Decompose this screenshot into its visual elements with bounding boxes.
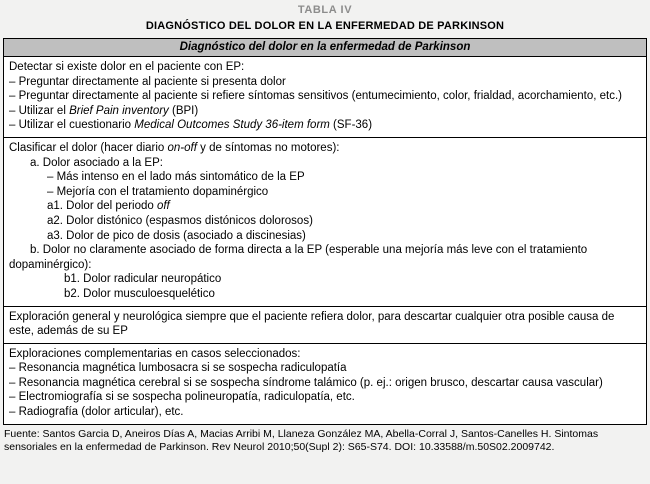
- source-citation: Fuente: Santos Garcia D, Aneiros Días A, Macias Arribi M, Llaneza González MA, Abella-Corral J, Santos-Canelles H. Sintomas sensoriales en la enfermedad de Parkinson. Rev Neurol 2010;50(Supl 2): S65-S74. DOI: 10.33588/m.50S02.2009742.: [4, 427, 599, 453]
- row-text: a2. Dolor distónico (espasmos distónicos dolorosos): [47, 214, 313, 227]
- row-text: (SF-36): [329, 119, 373, 132]
- row-text: a. Dolor asociado a la EP:: [30, 156, 163, 169]
- table-row: [9, 118, 641, 133]
- table-row: [9, 156, 641, 171]
- row-text: Exploración general y neurológica siempre que el paciente refiera dolor, para descartar cualquier otra posible causa de este, además de su EP: [9, 310, 615, 338]
- table-body: [4, 57, 646, 424]
- row-text: b2. Dolor musculoesquelético: [64, 287, 215, 300]
- table-row: [9, 405, 641, 420]
- table-row: [9, 229, 641, 244]
- table-row: [9, 170, 641, 185]
- italic-term: off: [156, 200, 170, 213]
- table-row: [9, 361, 641, 376]
- table-row: [9, 214, 641, 229]
- row-text: a1. Dolor del periodo: [47, 200, 157, 213]
- table-row: [9, 287, 641, 302]
- row-text: – Resonancia magnética lumbosacra si se sospecha radiculopatía: [9, 362, 347, 375]
- table-row: [9, 75, 641, 90]
- table-row: [9, 347, 641, 362]
- row-text: – Utilizar el: [9, 104, 70, 117]
- table-row: [9, 185, 641, 200]
- table-row: [9, 390, 641, 405]
- row-text: – Mejoría con el tratamiento dopaminérgico: [47, 185, 269, 198]
- italic-term: Brief Pain inventory: [69, 104, 169, 117]
- row-text: – Preguntar directamente al paciente si refiere síntomas sensitivos (entumecimiento, color, frialdad, acorchamiento, etc.): [9, 90, 622, 103]
- diagnosis-table: [3, 38, 647, 425]
- table-row: [9, 89, 641, 104]
- row-text: a3. Dolor de pico de dosis (asociado a discinesias): [47, 229, 306, 242]
- table-section: [4, 344, 646, 424]
- row-text: – Más intenso en el lado más sintomático de la EP: [47, 171, 305, 184]
- table-header: Diagnóstico del dolor en la enfermedad de Parkinson: [4, 39, 646, 57]
- row-text: – Utilizar el cuestionario: [9, 119, 135, 132]
- table-section: [4, 307, 646, 344]
- table-section: [4, 138, 646, 307]
- row-text: b. Dolor no claramente asociado de forma directa a la EP (esperable una mejoría más leve con el tratamiento dopaminérgico):: [9, 244, 588, 271]
- row-text: – Preguntar directamente al paciente si presenta dolor: [9, 75, 286, 88]
- row-text: – Resonancia magnética cerebral si se sospecha síndrome talámico (p. ej.: origen brusco, descartar causa vascular): [9, 376, 603, 389]
- row-text: – Electromiografía si se sospecha polineuropatía, radiculopatía, etc.: [9, 391, 355, 404]
- row-text: Exploraciones complementarias en casos seleccionados:: [9, 347, 301, 360]
- table-row: [9, 243, 641, 272]
- table-row: [9, 310, 641, 339]
- italic-term: Medical Outcomes Study 36-item form: [134, 119, 330, 132]
- row-text: y de síntomas no motores):: [196, 141, 340, 154]
- row-text: Detectar si existe dolor en el paciente con EP:: [9, 61, 245, 73]
- table-row: [9, 60, 641, 75]
- table-number-label: TABLA IV: [297, 4, 353, 16]
- row-text: – Radiografía (dolor articular), etc.: [9, 406, 184, 419]
- table-row: [9, 272, 641, 287]
- table-row: [9, 199, 641, 214]
- table-section: [4, 57, 646, 138]
- page-title: DIAGNÓSTICO DEL DOLOR EN LA ENFERMEDAD DE PARKINSON: [145, 20, 505, 32]
- italic-term: on-off: [167, 141, 197, 154]
- row-text: (BPI): [168, 104, 199, 117]
- row-text: b1. Dolor radicular neuropático: [64, 273, 222, 286]
- table-row: [9, 141, 641, 156]
- row-text: Clasificar el dolor (hacer diario: [9, 141, 168, 154]
- table-row: [9, 376, 641, 391]
- table-row: [9, 104, 641, 119]
